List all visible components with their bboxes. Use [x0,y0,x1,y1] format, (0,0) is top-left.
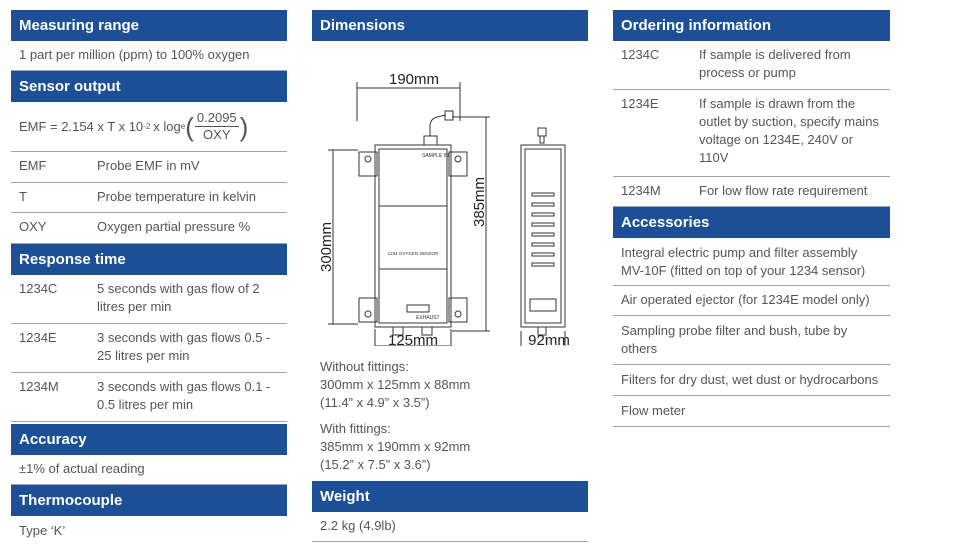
ordering-row [613,41,890,90]
side-width-label: 92mm [528,332,570,346]
sensor-body [375,145,451,327]
row-value: 5 seconds with gas flow of 2 litres per min [97,281,260,314]
row-value: Oxygen partial pressure % [97,219,251,234]
sensor-row [11,152,287,183]
side-vents [532,193,554,266]
ordering-row [613,177,890,207]
weight-header: Weight [312,481,588,512]
sensor-output-header: Sensor output [11,71,287,102]
without-fittings-metric: 300mm x 125mm x 88mm [320,377,471,392]
sensor-body-inner [379,149,447,323]
inlet-pipe [430,115,446,136]
with-fittings-imperial: (15.2” x 7.5” x 3.6”) [320,457,431,472]
body-height-label: 300mm [318,221,335,273]
without-fittings-title: Without fittings: [320,359,409,374]
with-fittings-title: With fittings: [320,421,391,436]
total-height-label: 385mm [471,176,488,228]
row-key: 1234C [621,47,660,62]
accuracy-header: Accuracy [11,424,287,455]
response-time-header: Response time [11,244,287,275]
row-value: For low flow rate requirement [699,183,868,198]
sensor-name-text: 1234 OXYGEN SENSOR [387,251,439,256]
accuracy-text: ±1% of actual reading [11,455,287,485]
inlet-cap [445,111,453,120]
ordering-header: Ordering information [613,10,890,41]
sensor-row [11,183,287,213]
bracket-hole [365,156,371,162]
column-middle [312,10,588,542]
ordering-row [613,90,890,177]
exhaust-port [407,305,429,312]
thermocouple-header: Thermocouple [11,485,287,516]
base-width-label: 125mm [387,332,439,346]
dimensions-header: Dimensions [312,10,588,41]
accessory-item: Sampling probe filter and bush, tube by others [613,316,890,365]
row-key: 1234M [19,379,59,394]
sensor-row [11,213,287,244]
row-key: OXY [19,219,47,234]
bracket-hole [365,311,371,317]
response-row [11,275,287,324]
side-label-plate [530,299,556,311]
row-value: If sample is delivered from process or pump [699,47,851,80]
row-key: 1234C [19,281,58,296]
sample-in-text: SAMPLE IN [422,153,449,159]
inlet-nut [424,136,437,145]
bracket-hole [455,311,461,317]
right-paren: ) [239,111,249,142]
formula-numerator: 0.2095 [196,110,237,125]
row-key: 1234M [621,183,661,198]
response-row [11,373,287,422]
exhaust-text: EXHAUST [416,315,440,321]
without-fittings-imperial: (11.4” x 4.9” x 3.5”) [320,395,430,410]
left-paren: ( [185,111,194,142]
accessory-item: Air operated ejector (for 1234E model only) [613,286,890,316]
row-value: 3 seconds with gas flows 0.1 - 0.5 litres per min [97,379,271,412]
accessories-header: Accessories [613,207,890,238]
thermocouple-text: Type ‘K’ [19,523,66,538]
measuring-range-text: 1 part per million (ppm) to 100% oxygen [11,41,287,71]
emf-formula [11,102,287,152]
side-top-fitting [538,128,546,136]
weight-text: 2.2 kg (4.9lb) [312,512,588,542]
formula-exp: -2 [143,121,151,131]
sensor-drawing [312,41,588,346]
row-value: Probe EMF in mV [97,158,200,173]
row-key: 1234E [19,330,57,345]
row-key: 1234E [621,96,659,111]
bracket-hole [455,156,461,162]
dimension-drawing [312,41,588,346]
response-row [11,324,287,373]
column-left [11,10,287,540]
bracket-bottom-right [449,298,467,322]
row-value: Probe temperature in kelvin [97,189,256,204]
accessory-item: Filters for dry dust, wet dust or hydrocarbons [613,365,890,396]
formula-mid: x log [153,118,181,134]
formula-fraction [195,110,239,143]
row-key: EMF [19,158,47,173]
accessory-item: Flow meter [613,396,890,427]
bracket-bottom-left [359,298,377,322]
accessory-item: Integral electric pump and filter assembly MV-10F (fitted on top of your 1234 sensor) [613,238,890,286]
side-top-stem [540,136,544,143]
column-right [613,10,890,427]
top-width-label: 190mm [388,71,440,88]
row-value: If sample is drawn from the outlet by suction, specify mains voltage on 1234E, 240V or 110V [699,96,879,165]
measuring-range-header: Measuring range [11,10,287,41]
with-fittings-metric: 385mm x 190mm x 92mm [320,439,471,454]
formula-base: e [180,121,186,131]
row-key: T [19,189,27,204]
formula-lhs: EMF = 2.154 x T x 10 [19,118,144,134]
row-value: 3 seconds with gas flows 0.5 - 25 litres per min [97,330,271,363]
formula-denominator: OXY [203,127,231,142]
